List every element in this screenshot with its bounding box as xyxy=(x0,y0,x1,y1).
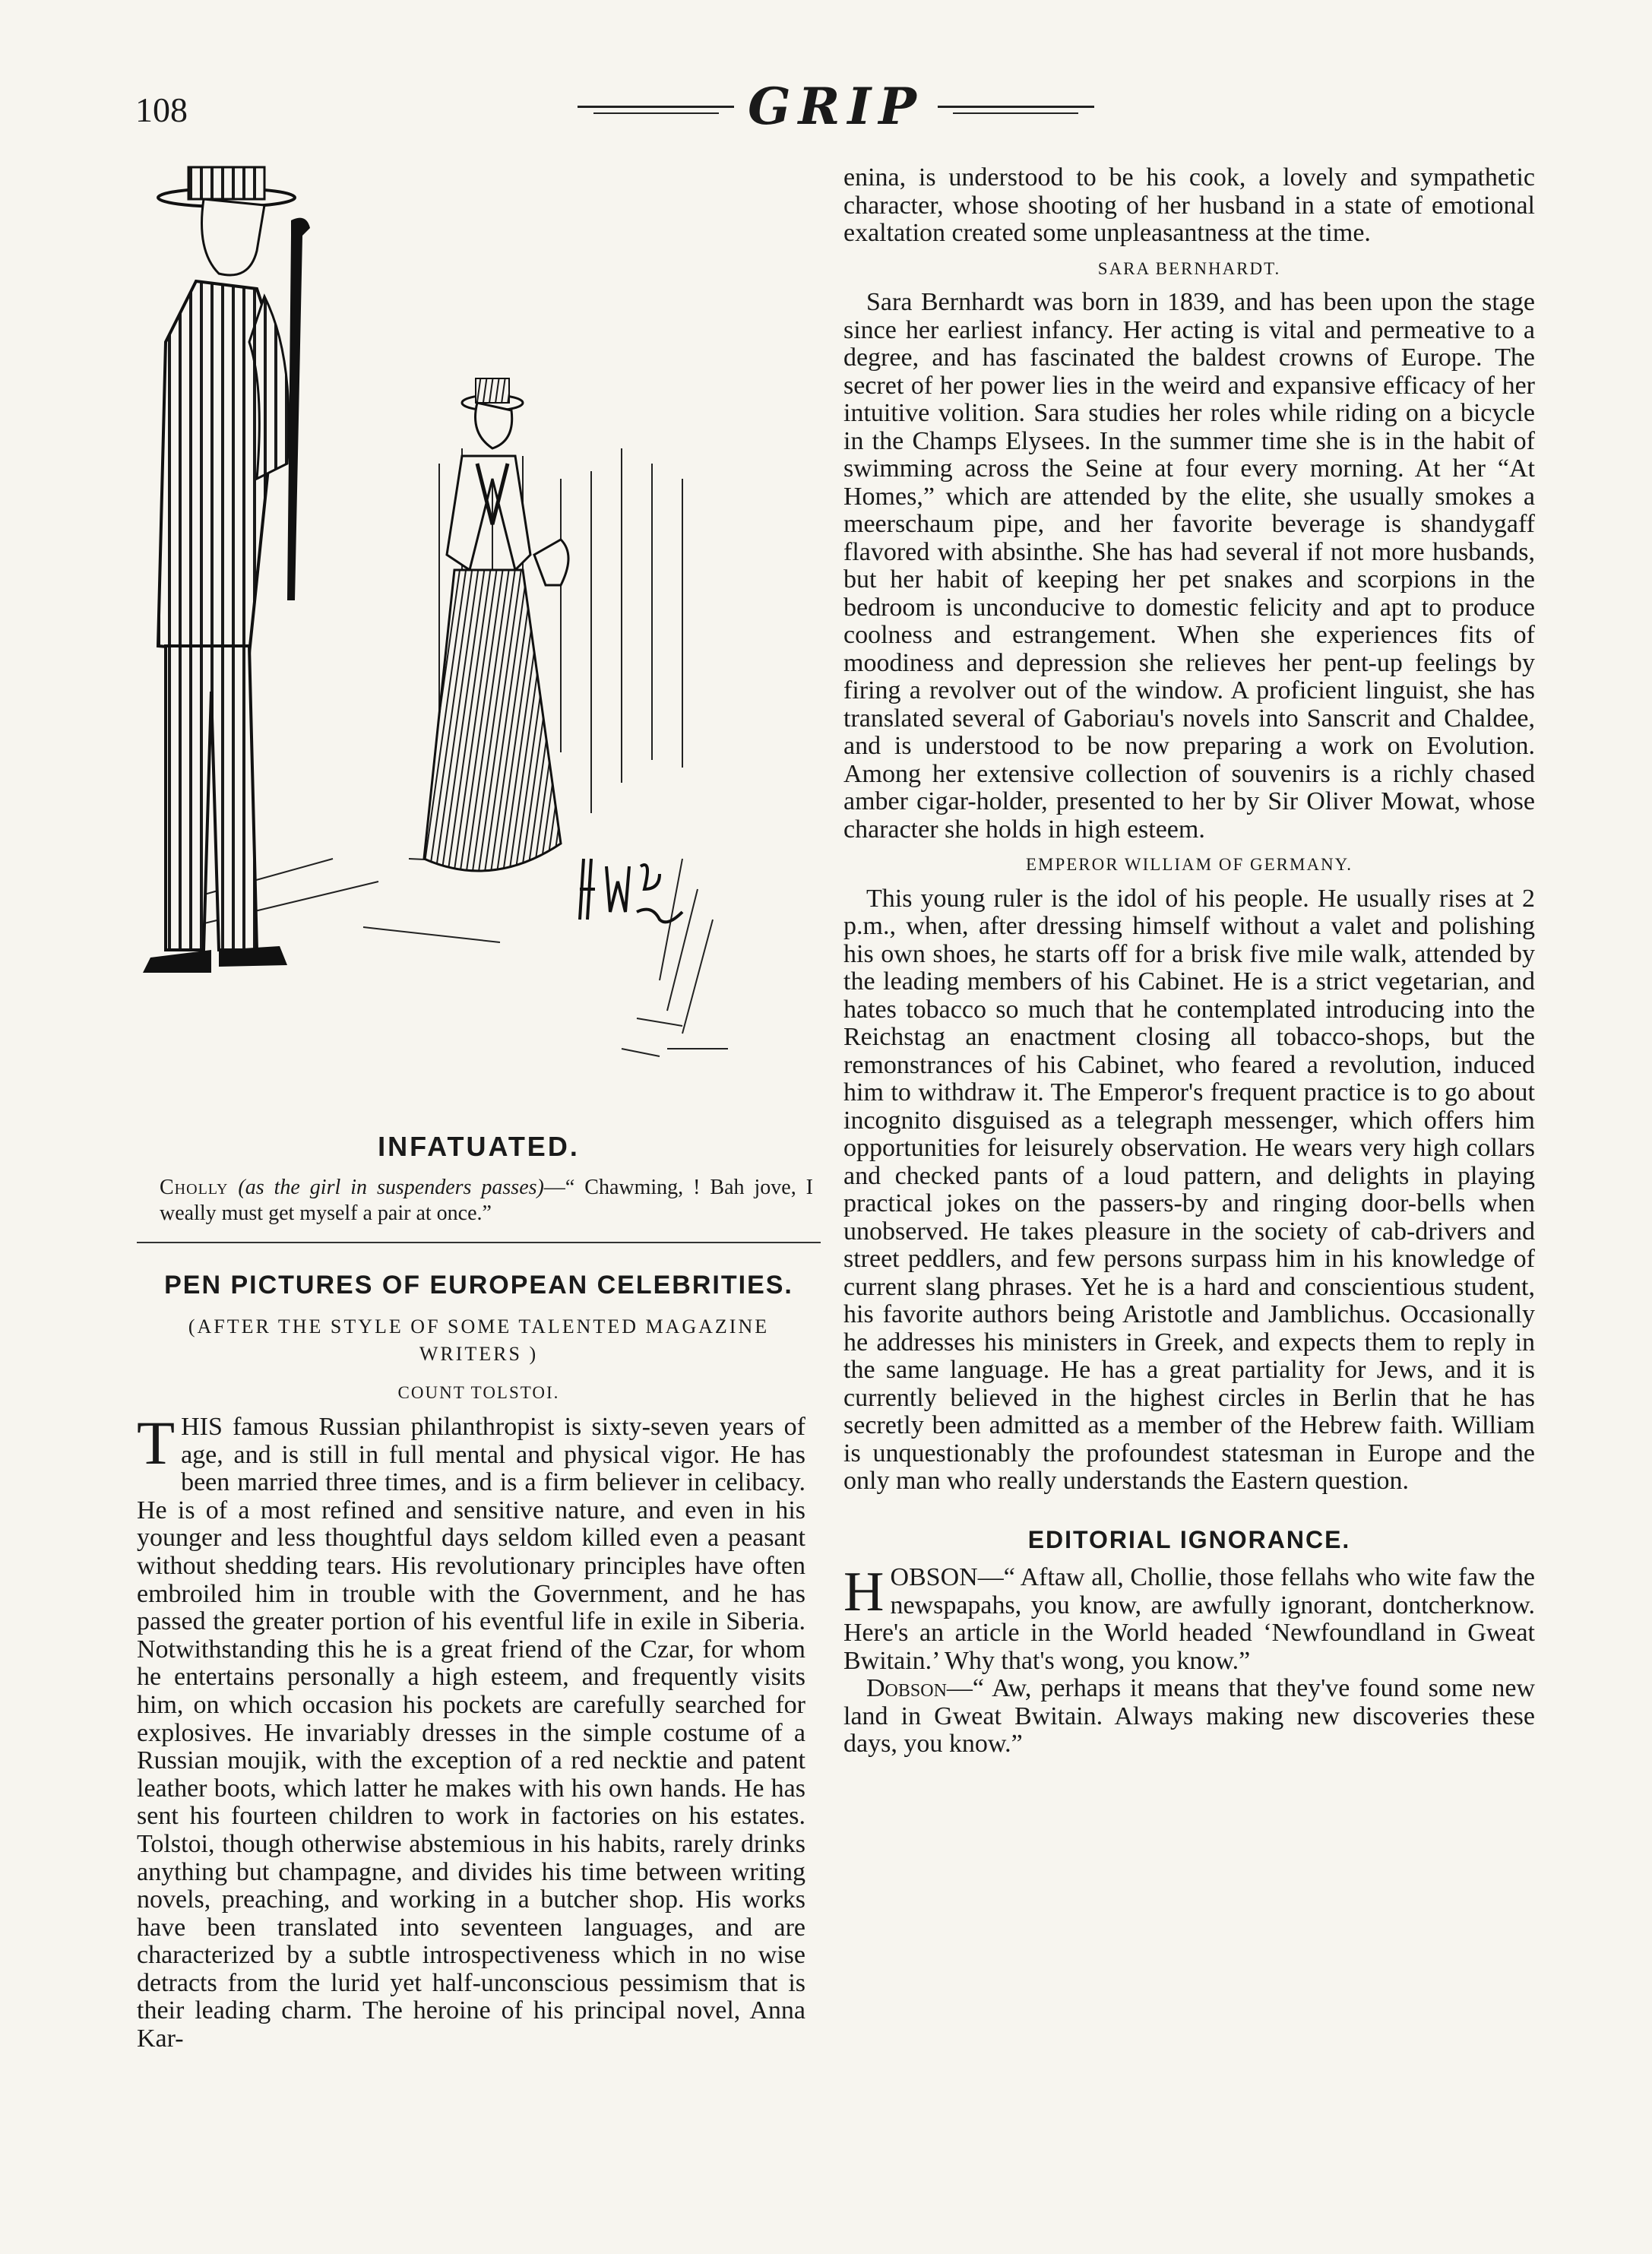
hobson-speaker: OBSON xyxy=(890,1563,978,1591)
tolstoi-heading: COUNT TOLSTOI. xyxy=(397,1383,560,1402)
masthead-rule-left xyxy=(578,106,734,108)
man-figure xyxy=(143,167,310,973)
page-number: 108 xyxy=(135,90,188,129)
hobson-text: —“ Aftaw all, Chollie, those fellahs who wite faw the newspapahs, you know, are awfully ignorant, dontcherknow. Here's an article in the World headed ‘Newfoundland in Gweat Bwitain.’ Why that's wong, you know.” xyxy=(843,1563,1535,1675)
cartoon-caption xyxy=(160,1175,813,1227)
hobson-paragraph xyxy=(843,1561,1535,1675)
caption-speaker: Cholly xyxy=(160,1176,229,1199)
masthead-rule-right xyxy=(938,106,1094,108)
cartoon-caption-title: INFATUATED. xyxy=(378,1131,580,1162)
right-column xyxy=(843,164,1535,1759)
editorial-dropcap: H xyxy=(843,1561,885,1623)
dobson-speaker: Dobson xyxy=(866,1674,947,1702)
artist-signature xyxy=(580,859,682,922)
dobson-text: —“ Aw, perhaps it means that they've found some new land in Gweat Bwitain. Always making new discoveries these days, you know.” xyxy=(843,1674,1535,1758)
caption-stage-direction: (as the girl in suspenders passes) xyxy=(238,1176,544,1199)
caption-quote: —“ Chawming, ! Bah jove, I weally must get myself a pair at once.” xyxy=(160,1176,814,1225)
tolstoi-body xyxy=(137,1408,805,2053)
woman-figure xyxy=(424,378,568,871)
bernhardt-body: Sara Bernhardt was born in 1839, and has been upon the stage since her earliest infancy. Her acting is vital and permeative to a degree, and has fascinated the baldest crowns of Europe. The secret of her power lies in the weird and expansive efficacy of her intuitive volition. Sara studies her roles while riding on a bicycle in the Champs Elysees. In the summer time she is in the habit of swimming across the Seine at four every morning. At her “At Homes,” which are attended by the elite, she usually smokes a meerschaum pipe, and her favorite beverage is shandygaff flavored with absinthe. She has had several if not more husbands, but her habit of keeping her pet snakes and scorpions in the bedroom is unconducive to domestic felicity and apt to produce coolness and estrangement. When she experiences fits of moodiness and depression she relieves her pent-up feelings by firing a revolver out of the window. A proficient linguist, she has translated several of Gaboriau's novels into Sanscrit and Chaldee, and is understood to be now preparing a work on Evolution. Among her extensive collection of souvenirs is a richly chased amber cigar-holder, presented to her by Sir Oliver Mowat, whose character she holds in high esteem. xyxy=(843,288,1535,844)
cartoon-illustration xyxy=(135,160,819,1125)
masthead-title: GRIP xyxy=(748,77,924,136)
divider xyxy=(137,1242,821,1243)
masthead xyxy=(578,76,1094,137)
article-title: PEN PICTURES OF EUROPEAN CELEBRITIES. xyxy=(164,1271,793,1300)
william-heading: EMPEROR WILLIAM OF GERMANY. xyxy=(1025,855,1353,874)
bernhardt-heading: SARA BERNHARDT. xyxy=(1097,258,1281,278)
dobson-paragraph xyxy=(843,1675,1535,1759)
tolstoi-continued: enina, is understood to be his cook, a lovely and sympathetic character, whose shooting of her husband in a state of emotional exaltation created some unpleasantness at the time. xyxy=(843,163,1535,247)
editorial-title: EDITORIAL IGNORANCE. xyxy=(1027,1525,1351,1553)
william-body: This young ruler is the idol of his people. He usually rises at 2 p.m., when, after dressing himself without a valet and polishing his own shoes, he starts off for a brisk five mile walk, attended by the leading members of his Cabinet. He is a strict vegetarian, and hates tobacco so much that he contemplated introducing into the Reichstag an enactment closing all tobacco-shops, but the remonstrances of his Cabinet, who feared a revolution, induced him to withdraw it. The Emperor's frequent practice is to go about incognito disguised as a telegraph messenger, which offers him opportunities for leisurely observation. He wears very high collars and checked pants of a loud pattern, and delights in playing practical jokes on the passers-by and ringing door-bells when unobserved. He takes pleasure in the society of cab-drivers and street peddlers, and few persons surpass him in his knowledge of current slang phrases. Yet he is a hard and conscientious student, his favorite authors being Aristotle and Jamblichus. Occasionally he addresses his ministers in Greek, and expects them to reply in the same language. He has a great partiality for Jews, and it is currently believed in the highest circles in Berlin that he has secretly been admitted as a member of the Hebrew faith. William is unquestionably the profoundest statesman in Europe and the only man who really understands the Eastern question. xyxy=(843,884,1535,1495)
tolstoi-dropcap: T xyxy=(137,1408,176,1477)
article-subtitle: (AFTER THE STYLE OF SOME TALENTED MAGAZINE WRITERS ) xyxy=(188,1315,770,1365)
tolstoi-text: HIS famous Russian philanthropist is sixty-seven years of age, and is still in full mental and physical vigor. He has been married three times, and is a firm believer in celibacy. He is of a most refined and sensitive nature, and even in his younger and less thoughtful days seldom killed even a peasant without shedding tears. His revolutionary principles have often embroiled him in trouble with the Government, and he has passed the greater portion of his eventful life in exile in Siberia. Notwithstanding this he is a great friend of the Czar, for whom he entertains personally a high esteem, and frequently visits him, on which occasion his pockets are carefully searched for explosives. He invariably dresses in the simple costume of a Russian moujik, with the exception of a red necktie and patent leather boots, which latter he makes with his own hands. He has sent his fourteen children to work in factories on his estates. Tolstoi, though otherwise abstemious in his habits, rarely drinks anything but champagne, and divides his time between writing novels, preaching, and working in a butcher shop. His works have been translated into seventeen languages, and are characterized by a subtle introspectiveness which in no wise detracts from the lurid yet half-unconscious pessimism that is their leading charm. The heroine of his principal novel, Anna Kar- xyxy=(137,1413,805,2053)
